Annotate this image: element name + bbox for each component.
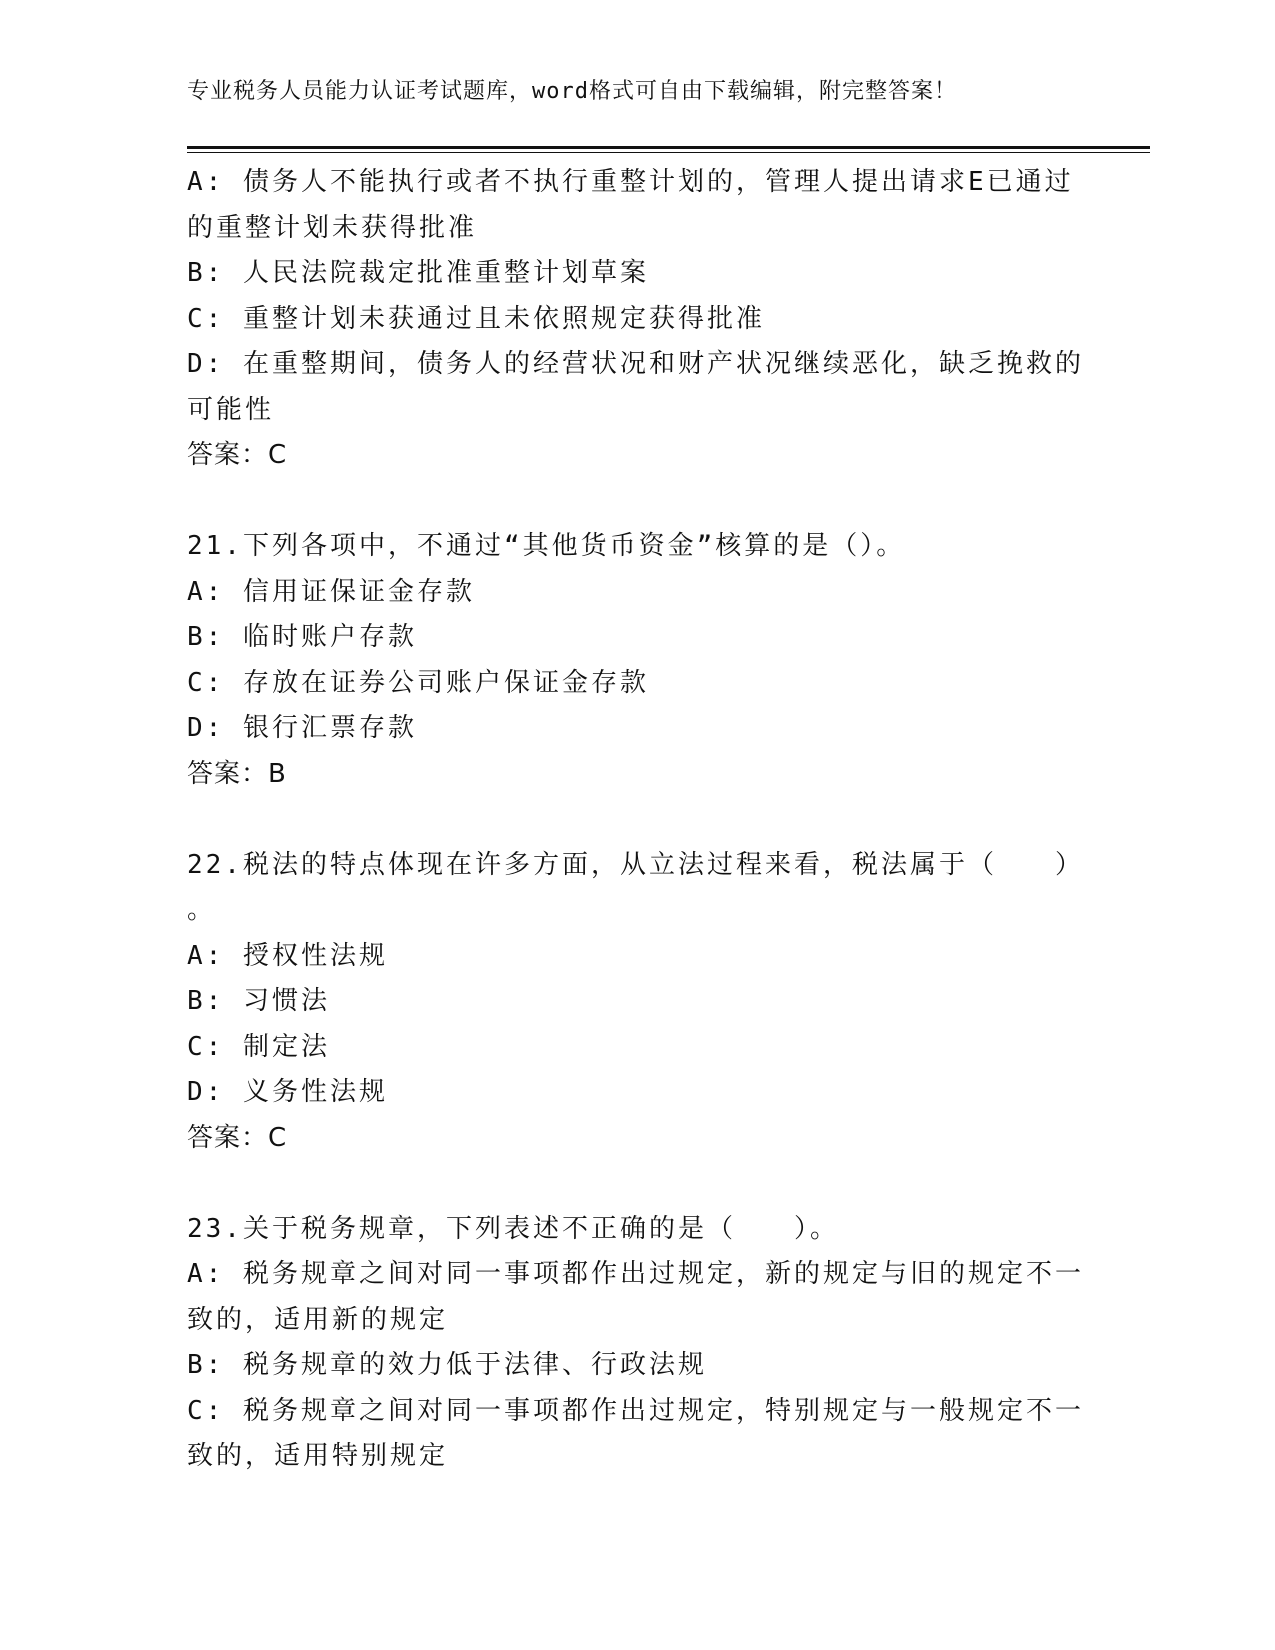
q20-option-b: B: 人民法院裁定批准重整计划草案 (187, 258, 649, 288)
q21-option-c: C: 存放在证券公司账户保证金存款 (187, 667, 649, 698)
spacer (187, 1161, 1087, 1207)
spacer (187, 797, 1087, 843)
document-body (187, 160, 1087, 1480)
q22-option-c: C: 制定法 (187, 1031, 330, 1062)
q22-option-b: B: 习惯法 (187, 986, 330, 1016)
q20-answer: 答案：C (187, 440, 288, 470)
q20-option-a-line2: 的重整计划未获得批准 (187, 212, 478, 243)
q21-option-d: D: 银行汇票存款 (187, 713, 417, 743)
q21-question: 21.下列各项中，不通过“其他货币资金”核算的是（）。 (187, 531, 906, 561)
q20-option-c: C: 重整计划未获通过且未依照规定获得批准 (187, 303, 765, 334)
spacer (187, 479, 1087, 525)
q23-option-c-line1: C: 税务规章之间对同一事项都作出过规定，特别规定与一般规定不一 (187, 1395, 1084, 1426)
q20-option-a-line1: A: 债务人不能执行或者不执行重整计划的，管理人提出请求E已通过 (187, 167, 1074, 197)
q20-option-d-line1: D: 在重整期间，债务人的经营状况和财产状况继续恶化，缺乏挽救的 (187, 349, 1084, 379)
q23-option-a-line2: 致的，适用新的规定 (187, 1304, 449, 1335)
q22-option-d: D: 义务性法规 (187, 1077, 388, 1107)
q22-question-line1: 22.税法的特点体现在许多方面，从立法过程来看，税法属于（ ） (187, 849, 1084, 880)
q22-question-line2: 。 (187, 895, 217, 925)
q23-option-c-line2: 致的，适用特别规定 (187, 1441, 449, 1471)
q22-answer: 答案：C (187, 1122, 288, 1153)
q22-option-a: A: 授权性法规 (187, 940, 388, 971)
q23-option-a-line1: A: 税务规章之间对同一事项都作出过规定，新的规定与旧的规定不一 (187, 1259, 1084, 1289)
q21-option-b: B: 临时账户存款 (187, 622, 417, 652)
header-rule-thin (187, 152, 1150, 153)
q21-option-a: A: 信用证保证金存款 (187, 576, 475, 607)
page-header: 专业税务人员能力认证考试题库，word格式可自由下载编辑，附完整答案！ (187, 79, 957, 104)
q23-option-b: B: 税务规章的效力低于法律、行政法规 (187, 1350, 707, 1380)
q21-answer: 答案：B (187, 758, 287, 789)
q23-question: 23.关于税务规章，下列表述不正确的是（ ）。 (187, 1213, 839, 1244)
header-rule-thick (187, 146, 1150, 149)
q20-option-d-line2: 可能性 (187, 394, 275, 425)
